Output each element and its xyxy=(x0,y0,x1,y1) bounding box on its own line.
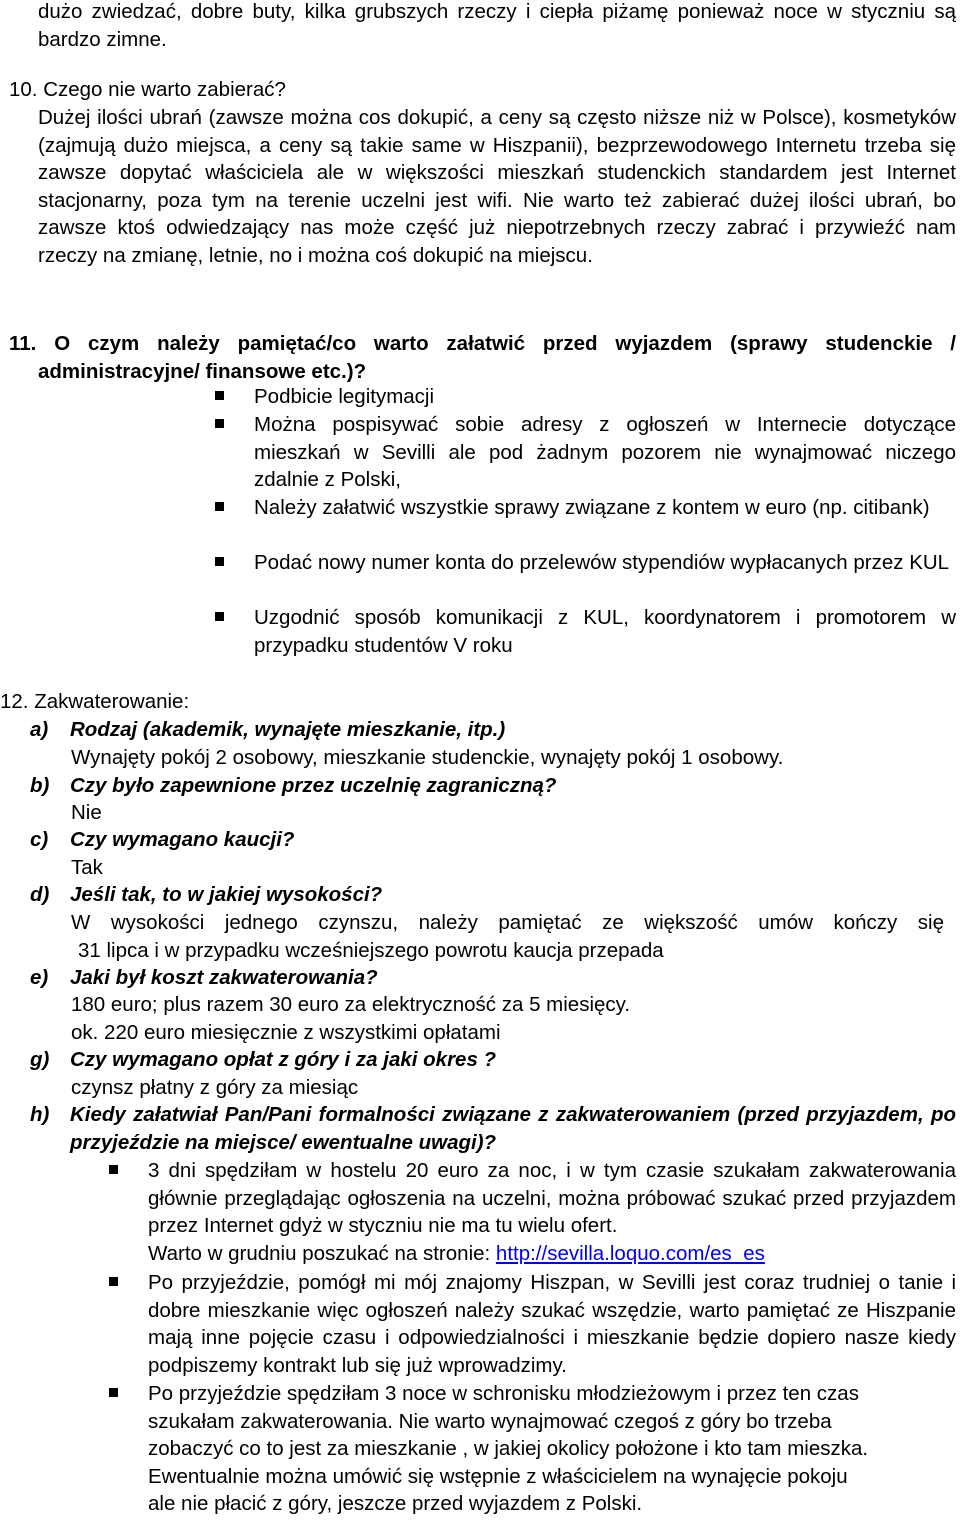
subsection-answer: 31 lipca i w przypadku wcześniejszego powrotu kaucja przepada xyxy=(78,939,664,962)
subsection-question: Czy wymagano opłat z góry i za jaki okres ? xyxy=(70,1048,497,1071)
subsection-question: Kiedy załatwiał Pan/Pani formalności związane z zakwaterowaniem (przed przyjazdem, po przyjeździe na miejsce/ ewentualne uwagi)? xyxy=(70,1103,956,1154)
section-11-item: Można pospisywać sobie adresy z ogłoszeń w Internecie dotyczące mieszkań w Sevilli ale pod żadnym pozorem nie wynajmować niczego zdalnie z Polski, xyxy=(254,413,956,492)
loquo-link[interactable]: http://sevilla.loquo.com/es_es xyxy=(495,1242,765,1265)
section-11-item: Podać nowy numer konta do przelewów stypendiów wypłacanych przez KUL xyxy=(254,551,950,574)
subsection-label: g) xyxy=(30,1048,50,1071)
subsection-question: Jeśli tak, to w jakiej wysokości? xyxy=(70,883,383,906)
subsection-label: c) xyxy=(30,828,49,851)
section-10-body: Dużej ilości ubrań (zawsze można cos dokupić, a ceny są często niższe niż w Polsce), kosmetyków (zajmują dużo miejsca, a ceny są takie same w Hiszpanii), bezprzewodowego Internetu trzeba się zawsze dopytać właściciela ale w większości mieszkań studenckich standardem jest Internet stacjonarny, poza tym na terenie uczelni jest wifi. Nie warto też zabierać dużej ilości ubrań, bo zawsze ktoś odwiedzający nas może część już niepotrzebnych rzeczy zabrać i przywieźć nam rzeczy na zmianę, letnie, no i można coś dokupić na miejscu. xyxy=(38,106,956,267)
subsection-label: e) xyxy=(30,966,49,989)
subsection-label: b) xyxy=(30,774,50,797)
subsection-answer: Tak xyxy=(71,856,103,879)
bullet-square-icon xyxy=(109,1165,118,1174)
subsection-question: Jaki był koszt zakwaterowania? xyxy=(70,966,378,989)
bullet-square-icon xyxy=(109,1388,118,1397)
accommodation-note: 3 dni spędziłam w hostelu 20 euro za noc, i w tym czasie szukałam zakwaterowania głównie przeglądając ogłoszenia na uczelni, można próbować szukać przed przyjazdem przez Internet gdyż w styczniu nie ma tu wielu ofert. xyxy=(148,1159,956,1238)
subsection-label: a) xyxy=(30,718,49,741)
bullet-square-icon xyxy=(215,419,224,428)
section-11-item: Uzgodnić sposób komunikacji z KUL, koordynatorem i promotorem w przypadku studentów V roku xyxy=(254,606,956,657)
subsection-question: Czy wymagano kaucji? xyxy=(70,828,295,851)
subsection-label: h) xyxy=(30,1103,50,1126)
intro-continuation: dużo zwiedzać, dobre buty, kilka grubszych rzeczy i ciepła piżamę ponieważ noce w styczniu są bardzo zimne. xyxy=(38,0,956,51)
subsection-answer: czynsz płatny z góry za miesiąc xyxy=(71,1076,359,1099)
subsection-answer: 180 euro; plus razem 30 euro za elektryczność za 5 miesięcy. xyxy=(71,993,631,1016)
link-prefix: Warto w grudniu poszukać na stronie: xyxy=(148,1242,496,1265)
section-10-heading: 10. Czego nie warto zabierać? xyxy=(9,78,286,101)
subsection-label: d) xyxy=(30,883,50,906)
section-11-heading: 11. O czym należy pamiętać/co warto załatwić przed wyjazdem (sprawy studenckie / administracyjne/ finansowe etc.)? xyxy=(9,332,956,383)
subsection-question: Rodzaj (akademik, wynajęte mieszkanie, itp.) xyxy=(70,718,506,741)
section-11-item: Podbicie legitymacji xyxy=(254,385,435,408)
bullet-square-icon xyxy=(109,1277,118,1286)
accommodation-note-line: szukałam zakwaterowania. Nie warto wynajmować czegoś z góry bo trzeba xyxy=(148,1410,832,1433)
subsection-question: Czy było zapewnione przez uczelnię zagraniczną? xyxy=(70,774,557,797)
bullet-square-icon xyxy=(215,612,224,621)
bullet-square-icon xyxy=(215,557,224,566)
accommodation-note: Po przyjeździe, pomógł mi mój znajomy Hiszpan, w Sevilli jest coraz trudniej o tanie i dobre mieszkanie więc ogłoszeń należy szukać wszędzie, warto pamiętać ze Hiszpanie mają inne pojęcie czasu i odpowiedzialności i mieszkanie będzie dopiero nasze kiedy podpiszemy kontrakt lub się już wprowadzimy. xyxy=(148,1271,956,1377)
accommodation-note-line: Po przyjeździe spędziłam 3 noce w schronisku młodzieżowym i przez ten czas xyxy=(148,1382,859,1405)
bullet-square-icon xyxy=(215,391,224,400)
section-11-item: Należy załatwić wszystkie sprawy związane z kontem w euro (np. citibank) xyxy=(254,496,930,519)
subsection-answer: W wysokości jednego czynszu, należy pamiętać ze większość umów kończy się xyxy=(71,911,944,934)
bullet-square-icon xyxy=(215,502,224,511)
accommodation-link-line xyxy=(148,1240,765,1268)
subsection-answer: ok. 220 euro miesięcznie z wszystkimi opłatami xyxy=(71,1021,501,1044)
accommodation-note-line: ale nie płacić z góry, jeszcze przed wyjazdem z Polski. xyxy=(148,1492,643,1515)
accommodation-note-line: Ewentualnie można umówić się wstępnie z właścicielem na wynajęcie pokoju xyxy=(148,1465,848,1488)
accommodation-note-line: zobaczyć co to jest za mieszkanie , w jakiej okolicy położone i kto tam mieszka. xyxy=(148,1437,869,1460)
subsection-answer: Wynajęty pokój 2 osobowy, mieszkanie studenckie, wynajęty pokój 1 osobowy. xyxy=(71,746,784,769)
subsection-answer: Nie xyxy=(71,801,102,824)
section-12-heading: 12. Zakwaterowanie: xyxy=(0,690,190,713)
